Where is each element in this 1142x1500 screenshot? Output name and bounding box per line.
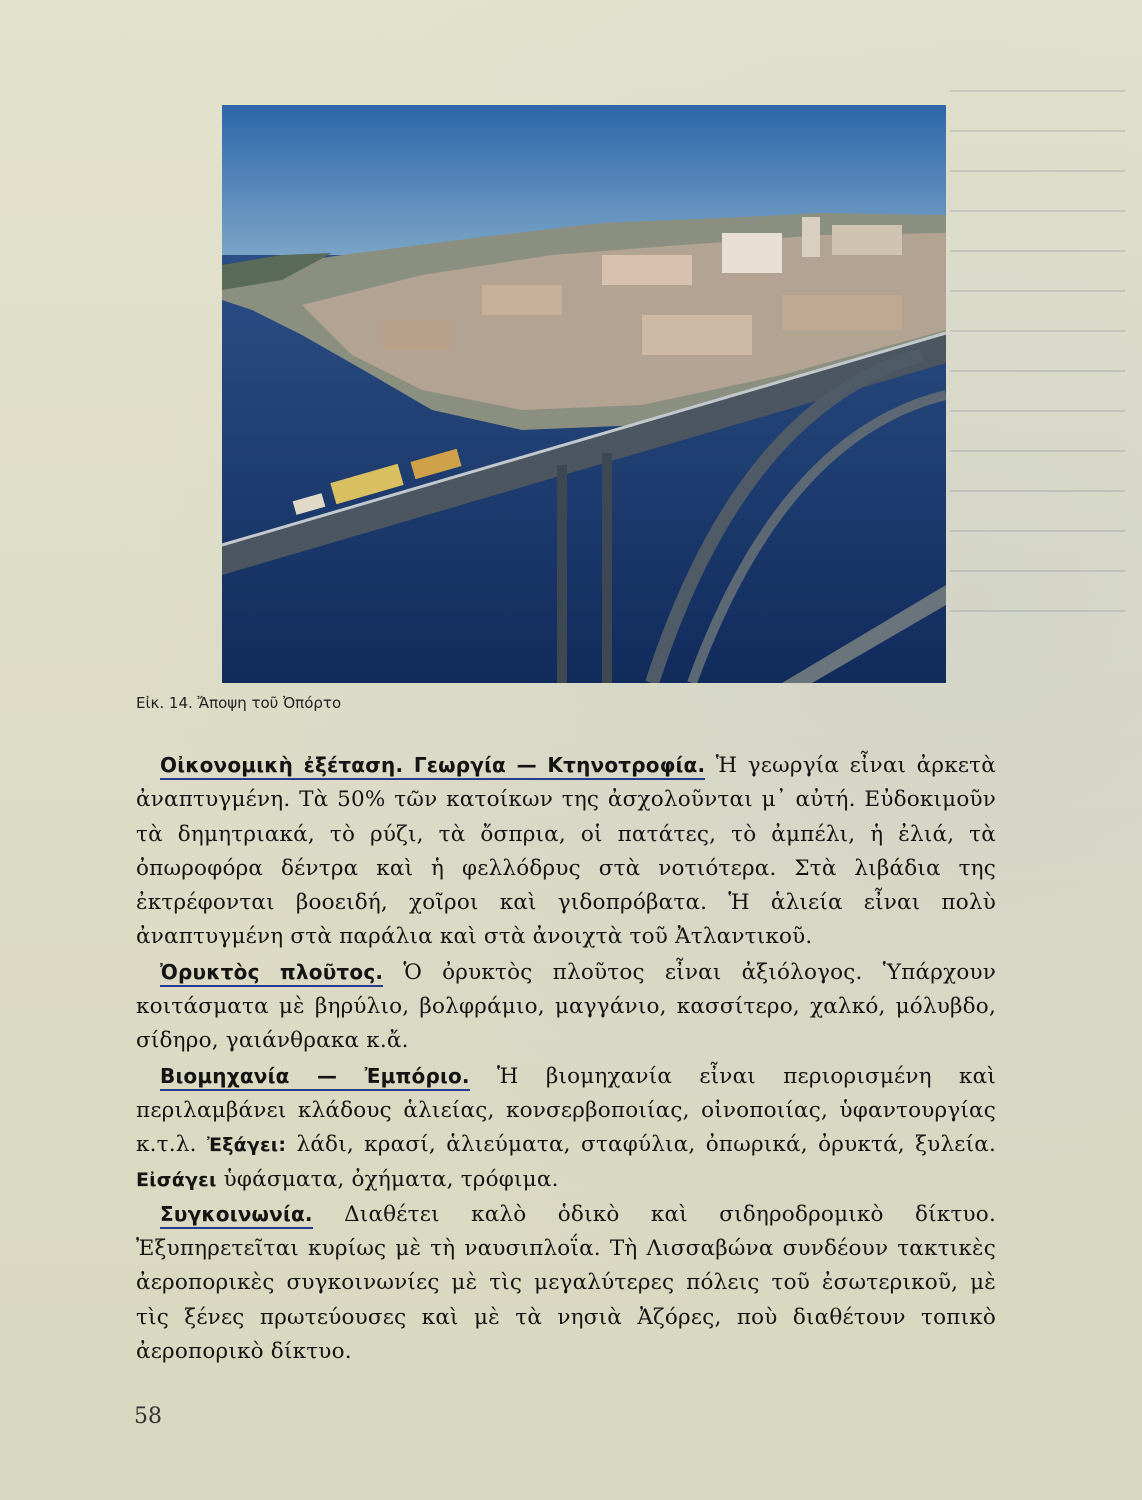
heading-minerals: Ὀρυκτὸς πλοῦτος.: [160, 960, 383, 987]
imports-text: ὑφάσματα, ὀχήματα, τρόφιμα.: [216, 1166, 559, 1192]
building: [722, 233, 782, 273]
exports-text: λάδι, κρασί, ἁλιεύματα, σταφύλια, ὀπωρικά, ὀρυκτά, ξυλεία.: [286, 1132, 996, 1158]
paragraph-transport: [136, 1197, 996, 1369]
text-industry: Ἡ βιομηχανία εἶναι περιορισμένη καὶ περιλαμβάνει κλάδους ἁλιείας, κονσερβοποιίας, οἰνοποιίας, ὑφαντουργίας κ.τ.λ.: [136, 1063, 996, 1158]
exports-label: Ἐξάγει:: [206, 1134, 287, 1157]
article-body: [136, 748, 996, 1369]
porto-photo: [222, 105, 946, 683]
heading-industry: Βιομηχανία — Ἐμπόριο.: [160, 1064, 470, 1091]
text-agriculture: Ἡ γεωργία εἶναι ἀρκετὰ ἀναπτυγμένη. Τὰ 50% τῶν κατοίκων της ἀσχολοῦνται μ᾽ αὐτή. Εὐδοκιμοῦν τὰ δημητριακά, τὸ ρύζι, τὰ ὄσπρια, οἱ πατάτες, τὸ ἀμπέλι, ἡ ἐλιά, τὰ ὀπωροφόρα δέντρα καὶ ἡ φελλόδρυς στὰ νοτιότερα. Στὰ λιβάδια της ἐκτρέφονται βοοειδή, χοῖροι καὶ γιδοπρόβατα. Ἡ ἁλιεία εἶναι πολὺ ἀναπτυγμένη στὰ παράλια καὶ στὰ ἀνοιχτὰ τοῦ Ἀτλαντικοῦ.: [136, 753, 996, 950]
paragraph-industry: [136, 1059, 996, 1197]
imports-label: Εἰσάγει: [136, 1168, 217, 1191]
heading-transport: Συγκοινωνία.: [160, 1202, 313, 1229]
building: [602, 255, 692, 285]
building: [642, 315, 752, 355]
building: [782, 295, 902, 330]
building: [482, 285, 562, 315]
building: [802, 217, 820, 257]
figure-caption: Εἰκ. 14. Ἄποψη τοῦ Ὀπόρτο: [136, 694, 342, 712]
paragraph-agriculture: [136, 748, 996, 955]
text-transport: Διαθέτει καλὸ ὁδικὸ καὶ σιδηροδρομικὸ δίκτυο. Ἐξυπηρετεῖται κυρίως μὲ τὴ ναυσιπλοΐα. Τὴ Λισσαβώνα συνδέουν τακτικὲς ἀεροπορικὲς συγκοινωνίες μὲ τὶς μεγαλύτερες πόλεις τοῦ ἐσωτερικοῦ, μὲ τὶς ξένες πρωτεύουσες καὶ μὲ τὰ νησιὰ Ἀζόρες, ποὺ διαθέτουν τοπικὸ ἀεροπορικὸ δίκτυο.: [136, 1201, 996, 1365]
heading-agriculture: Οἰκονομικὴ ἐξέταση. Γεωργία — Κτηνοτροφία.: [160, 753, 705, 780]
building: [832, 225, 902, 255]
building: [382, 320, 452, 350]
porto-illustration: [222, 105, 946, 683]
show-through-text: [950, 90, 1125, 690]
text-minerals: Ὁ ὀρυκτὸς πλοῦτος εἶναι ἀξιόλογος. Ὑπάρχουν κοιτάσματα μὲ βηρύλιο, βολφράμιο, μαγγάνιο, κασσίτερο, χαλκό, μόλυβδο, σίδηρο, γαιάνθρακα κ.ἄ.: [136, 959, 996, 1054]
page-number: 58: [134, 1404, 162, 1429]
paragraph-minerals: [136, 955, 996, 1059]
